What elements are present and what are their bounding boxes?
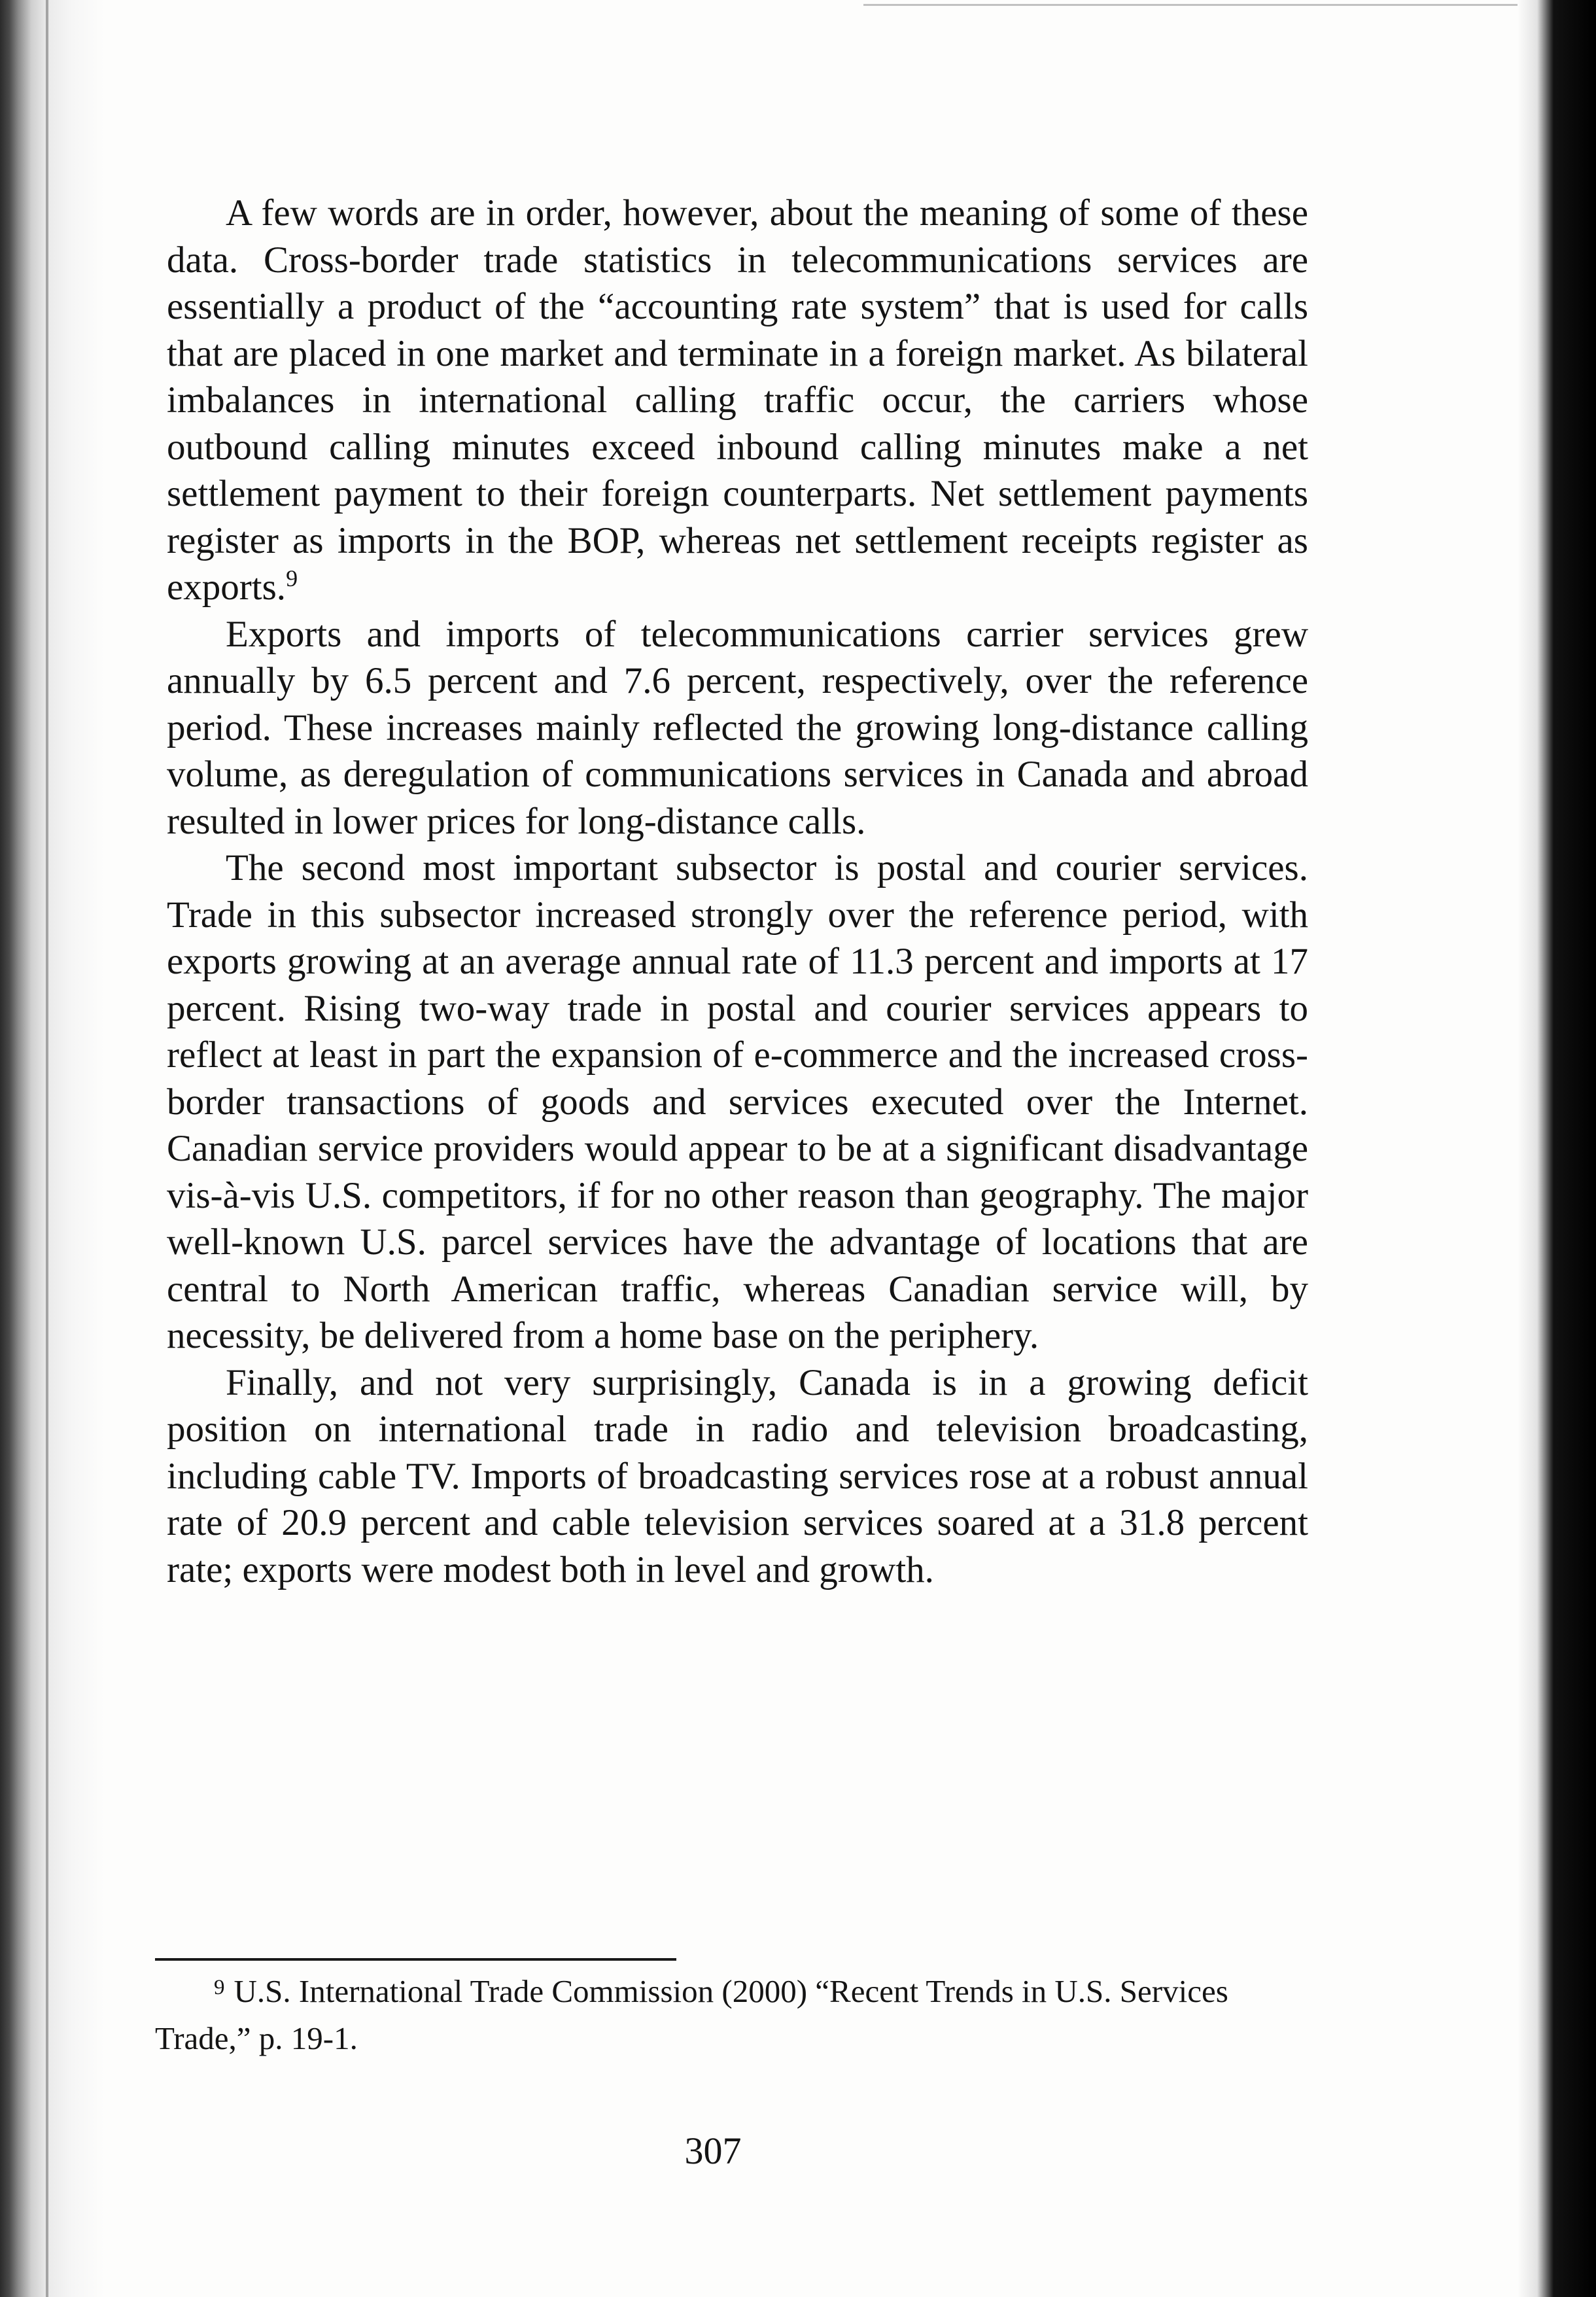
footnote-divider [155,1958,676,1961]
paragraph-text: A few words are in order, however, about the meaning of some of these data. Cross-border trade statistics in telecommunications services are essentially a product of the “accounting rate system” that is used for calls that are placed in one market and terminate in a foreign market. As bilateral imbalances in international calling traffic occur, the carriers whose outbound calling minutes exceed inbound calling minutes make a net settlement payment to their foreign counterparts. Net settlement payments register as imports in the BOP, whereas net settlement receipts register as exports. [167,192,1308,608]
footnote-text: U.S. International Trade Commission (2000) “Recent Trends in U.S. Services Trade,” p. 19-1. [155,1973,1228,2056]
top-edge-line [863,4,1518,6]
binding-line [46,0,48,2297]
paragraph: Exports and imports of telecommunications carrier services grew annually by 6.5 percent and 7.6 percent, respectively, over the reference period. These increases mainly reflected the growing long-distance calling volume, as deregulation of communications services in Canada and abroad resulted in lower prices for long-distance calls. [167,613,1308,842]
paragraph: Finally, and not very surprisingly, Canada is in a growing deficit position on international trade in radio and television broadcasting, including cable TV. Imports of broadcasting services rose at a robust annual rate of 20.9 percent and cable television services soared at a 31.8 percent rate; exports were modest both in level and growth. [167,1361,1308,1590]
footnote-number: 9 [214,1976,225,1999]
paragraph [167,190,1308,611]
footnote [155,1968,1296,2062]
paragraph: The second most important subsector is postal and courier services. Trade in this subsector increased strongly over the reference period, with exports growing at an average annual rate of 11.3 percent and imports at 17 percent. Rising two-way trade in postal and courier services appears to reflect at least in part the expansion of e-commerce and the increased cross-border transactions of goods and services executed over the Internet. Canadian service providers would appear to be at a significant disadvantage vis-à-vis U.S. competitors, if for no other reason than geography. The major well-known U.S. parcel services have the advantage of locations that are central to North American traffic, whereas Canadian service will, by necessity, be delivered from a home base on the periphery. [167,847,1308,1356]
footnote-reference: 9 [286,565,298,591]
scan-edge-right [1518,0,1596,2297]
page-number: 307 [684,2130,742,2172]
body-text [167,190,1308,1593]
binding-gutter [0,0,105,2297]
